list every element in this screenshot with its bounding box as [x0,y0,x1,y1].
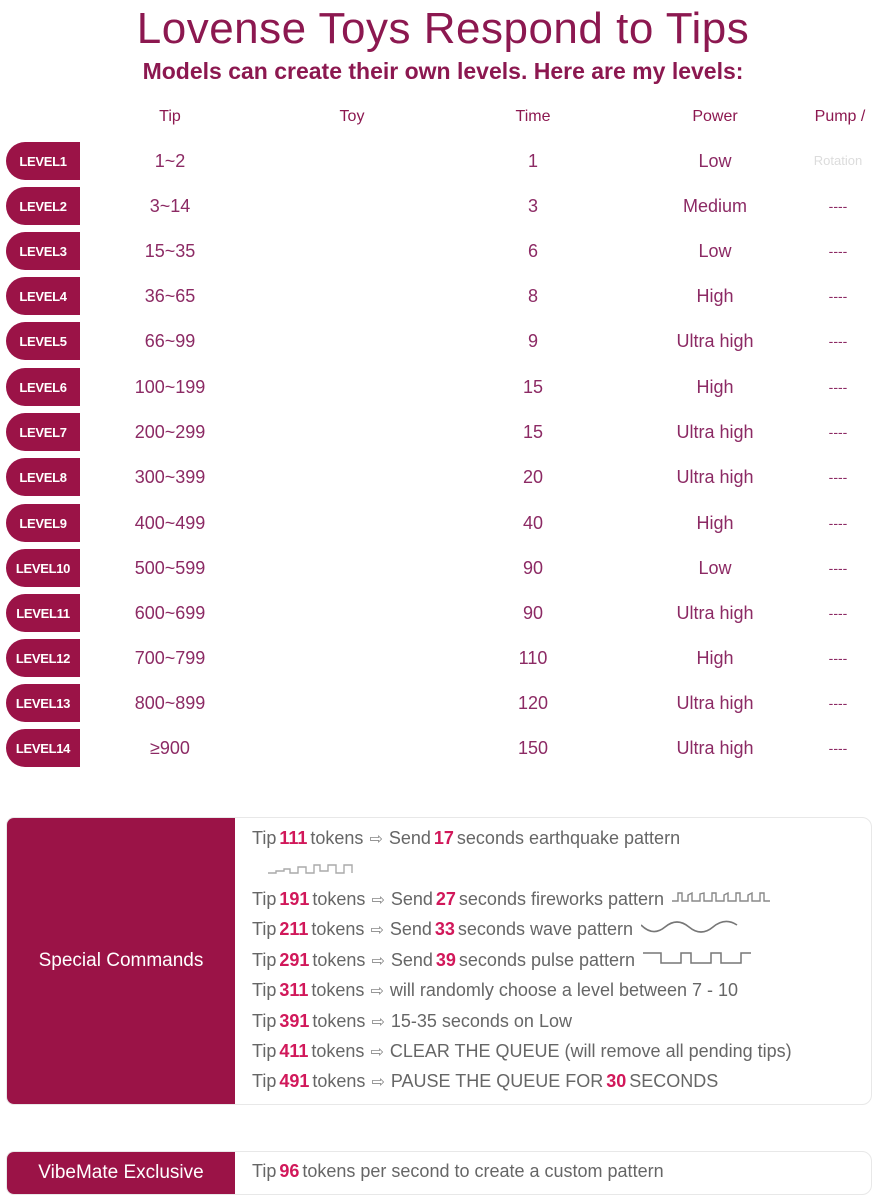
power-cell: Low [698,241,732,261]
pump-rotation-cell: ---- [828,333,848,349]
power-cell: High [696,377,734,397]
level-badge: LEVEL9 [6,504,80,542]
command-text: CLEAR THE QUEUE (will remove all pending tips) [389,1041,792,1061]
tip-prefix: Tip [252,828,277,848]
time-cell: 40 [522,513,544,533]
command-suffix: seconds earthquake pattern [456,828,681,848]
tip-prefix: Tip [252,1011,277,1031]
tip-prefix: Tip [252,980,277,1000]
vibemate-tip-prefix: Tip [252,1161,277,1181]
arrow-right-icon: ⇨ [371,1013,385,1031]
time-cell: 150 [517,738,549,758]
time-cell: 110 [518,648,548,668]
table-row [0,142,886,180]
special-command-line [252,889,772,910]
tip-range-cell: 600~699 [134,603,206,623]
command-suffix: seconds wave pattern [457,919,634,939]
special-command-line [252,919,741,940]
tip-range-cell: ≥900 [150,738,190,758]
column-header-tip: Tip [159,108,181,125]
pump-rotation-cell: ---- [828,424,848,440]
special-command-line [252,1041,792,1062]
arrow-right-icon: ⇨ [371,952,385,970]
arrow-right-icon: ⇨ [370,1043,384,1061]
command-text: will randomly choose a level between 7 - 10 [389,980,739,1000]
vibemate-command [252,1161,664,1182]
special-command-line [252,828,680,849]
special-command-line [252,950,753,971]
tokens-value: 391 [279,1011,310,1031]
earthquake-pattern-icon [268,861,358,877]
tip-range-cell: 800~899 [134,693,206,713]
tip-range-cell: 15~35 [144,241,196,261]
level-badge: LEVEL4 [6,277,80,315]
tip-range-cell: 1~2 [154,151,186,171]
arrow-right-icon: ⇨ [371,891,385,909]
tokens-word: tokens [311,1041,365,1061]
level-badge: LEVEL7 [6,413,80,451]
pump-rotation-cell: ---- [828,695,848,711]
table-row [0,368,886,406]
time-cell: 1 [527,151,538,171]
seconds-value: 17 [433,828,454,848]
pulse-pattern-icon [643,950,753,971]
tokens-word: tokens [311,980,365,1000]
vibemate-label: VibeMate Exclusive [7,1152,235,1194]
vibemate-tokens-value: 96 [279,1161,300,1181]
tokens-value: 111 [279,828,308,848]
time-cell: 15 [522,377,544,397]
level-badge: LEVEL6 [6,368,80,406]
table-row [0,594,886,632]
power-cell: Ultra high [676,738,754,758]
command-suffix: seconds pulse pattern [458,950,636,970]
column-header-time: Time [515,108,551,125]
vibemate-text: tokens per second to create a custom pattern [302,1161,664,1181]
tokens-value: 191 [279,889,310,909]
level-badge: LEVEL10 [6,549,80,587]
tokens-word: tokens [310,828,364,848]
power-cell: Ultra high [676,693,754,713]
table-row [0,504,886,542]
command-suffix: SECONDS [629,1071,719,1091]
seconds-value: 27 [435,889,456,909]
pump-rotation-cell: ---- [828,243,848,259]
pump-rotation-cell: ---- [828,379,848,395]
tokens-word: tokens [312,1071,366,1091]
time-cell: 20 [522,467,544,487]
table-row [0,232,886,270]
seconds-value: 33 [434,919,455,939]
level-badge: LEVEL8 [6,458,80,496]
table-row [0,277,886,315]
level-badge: LEVEL2 [6,187,80,225]
power-cell: High [696,286,734,306]
command-text: PAUSE THE QUEUE FOR [390,1071,604,1091]
fireworks-pattern-icon [672,889,772,910]
pump-rotation-cell: Rotation [813,153,863,168]
tip-range-cell: 700~799 [134,648,206,668]
time-cell: 120 [517,693,549,713]
arrow-right-icon: ⇨ [370,982,384,1000]
tip-range-cell: 500~599 [134,558,206,578]
power-cell: High [696,648,734,668]
time-cell: 3 [527,196,538,216]
special-command-line [252,980,738,1001]
tokens-value: 491 [279,1071,310,1091]
tip-range-cell: 3~14 [149,196,191,216]
tokens-value: 211 [279,919,309,939]
tokens-word: tokens [312,889,366,909]
table-row [0,549,886,587]
level-badge: LEVEL12 [6,639,80,677]
column-header-power: Power [692,108,738,125]
pump-rotation-cell: ---- [828,650,848,666]
pump-rotation-cell: ---- [828,288,848,304]
pump-rotation-cell: ---- [828,740,848,756]
column-header-pump: Pump / [814,108,866,125]
tokens-value: 411 [279,1041,309,1061]
tokens-word: tokens [312,1011,366,1031]
pump-rotation-cell: ---- [828,560,848,576]
tokens-value: 291 [279,950,310,970]
power-cell: Ultra high [676,467,754,487]
seconds-value: 39 [435,950,456,970]
power-cell: Medium [682,196,748,216]
time-cell: 90 [522,558,544,578]
time-cell: 8 [527,286,538,306]
wave-pattern-icon [641,919,741,940]
tokens-word: tokens [312,950,366,970]
table-row [0,639,886,677]
page-subtitle: Models can create their own levels. Here are my levels: [142,58,744,84]
table-row [0,458,886,496]
tip-prefix: Tip [252,1041,277,1061]
level-badge: LEVEL13 [6,684,80,722]
power-cell: Low [698,151,732,171]
tip-range-cell: 200~299 [134,422,206,442]
page-title: Lovense Toys Respond to Tips [136,4,750,53]
power-cell: Ultra high [676,603,754,623]
time-cell: 15 [522,422,544,442]
time-cell: 6 [527,241,538,261]
command-text: Send [390,950,433,970]
tip-range-cell: 400~499 [134,513,206,533]
level-badge: LEVEL3 [6,232,80,270]
level-badge: LEVEL11 [6,594,80,632]
tokens-word: tokens [311,919,365,939]
command-text: Send [390,889,433,909]
pump-rotation-cell: ---- [828,469,848,485]
tip-range-cell: 100~199 [134,377,206,397]
command-text: 15-35 seconds on Low [390,1011,572,1031]
time-cell: 9 [527,331,538,351]
seconds-value: 30 [606,1071,627,1091]
command-suffix: seconds fireworks pattern [458,889,665,909]
level-badge: LEVEL1 [6,142,80,180]
special-command-line [252,1071,718,1092]
time-cell: 90 [522,603,544,623]
pump-rotation-cell: ---- [828,605,848,621]
pump-rotation-cell: ---- [828,515,848,531]
power-cell: Ultra high [676,422,754,442]
column-header-toy: Toy [339,108,365,125]
table-row [0,322,886,360]
arrow-right-icon: ⇨ [369,830,383,848]
level-badge: LEVEL14 [6,729,80,767]
tip-range-cell: 36~65 [144,286,196,306]
tip-range-cell: 66~99 [144,331,196,351]
tip-prefix: Tip [252,919,277,939]
tip-prefix: Tip [252,889,277,909]
level-badge: LEVEL5 [6,322,80,360]
table-row [0,413,886,451]
table-row [0,187,886,225]
pump-rotation-cell: ---- [828,198,848,214]
arrow-right-icon: ⇨ [370,921,384,939]
special-command-line [252,1011,572,1032]
tip-prefix: Tip [252,950,277,970]
power-cell: Low [698,558,732,578]
tokens-value: 311 [279,980,309,1000]
table-row [0,684,886,722]
power-cell: High [696,513,734,533]
table-row [0,729,886,767]
command-text: Send [388,828,431,848]
power-cell: Ultra high [676,331,754,351]
tip-prefix: Tip [252,1071,277,1091]
tip-range-cell: 300~399 [134,467,206,487]
arrow-right-icon: ⇨ [371,1073,385,1091]
command-text: Send [389,919,432,939]
special-commands-label: Special Commands [7,818,235,1104]
